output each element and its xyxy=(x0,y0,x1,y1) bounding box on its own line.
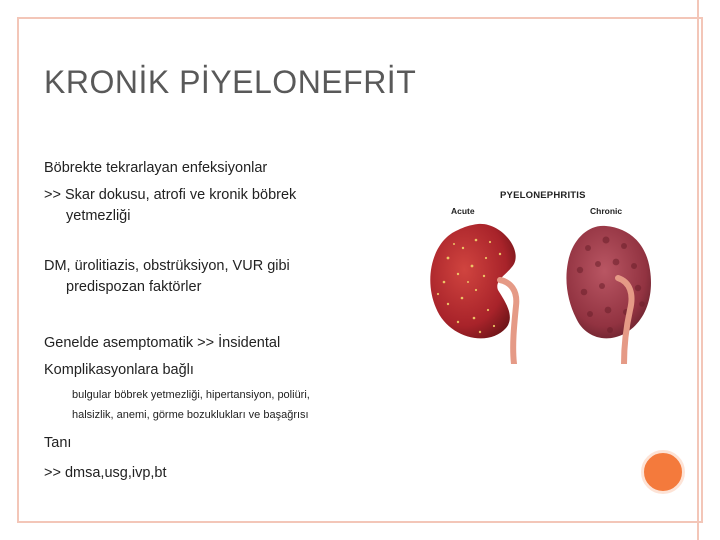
bullet-text: DM, ürolitiazis, obstrüksiyon, VUR gibi xyxy=(44,258,290,274)
decorative-orange-circle xyxy=(641,450,685,494)
bullet-text: Böbrekte tekrarlayan enfeksiyonlar xyxy=(44,160,268,176)
slide-title: KRONİK PİYELONEFRİT xyxy=(44,64,417,100)
bullet-text-continued: predispozan faktörler xyxy=(66,279,202,295)
bullet-text-continued: yetmezliği xyxy=(66,208,131,224)
slide-body xyxy=(44,158,384,484)
chronic-kidney-shape xyxy=(566,226,651,339)
sub-bullet-text: halsizlik, anemi, görme bozuklukları ve başağrısı xyxy=(72,409,309,421)
decorative-vertical-line xyxy=(697,0,699,540)
label-acute: Acute xyxy=(451,206,475,216)
sub-bullet-text: bulgular böbrek yetmezliği, hipertansiyon, poliüri, xyxy=(72,389,310,401)
bullet-text: >> dmsa,usg,ivp,bt xyxy=(44,465,167,481)
figure-title: PYELONEPHRITIS xyxy=(500,190,586,201)
bullet-text: Tanı xyxy=(44,435,72,451)
bullet-text: Komplikasyonlara bağlı xyxy=(44,362,194,378)
pyelonephritis-illustration xyxy=(418,178,662,364)
bullet-text: >> Skar dokusu, atrofi ve kronik böbrek xyxy=(44,187,297,203)
bullet-text: Genelde asemptomatik >> İnsidental xyxy=(44,335,281,351)
label-chronic: Chronic xyxy=(590,206,623,216)
